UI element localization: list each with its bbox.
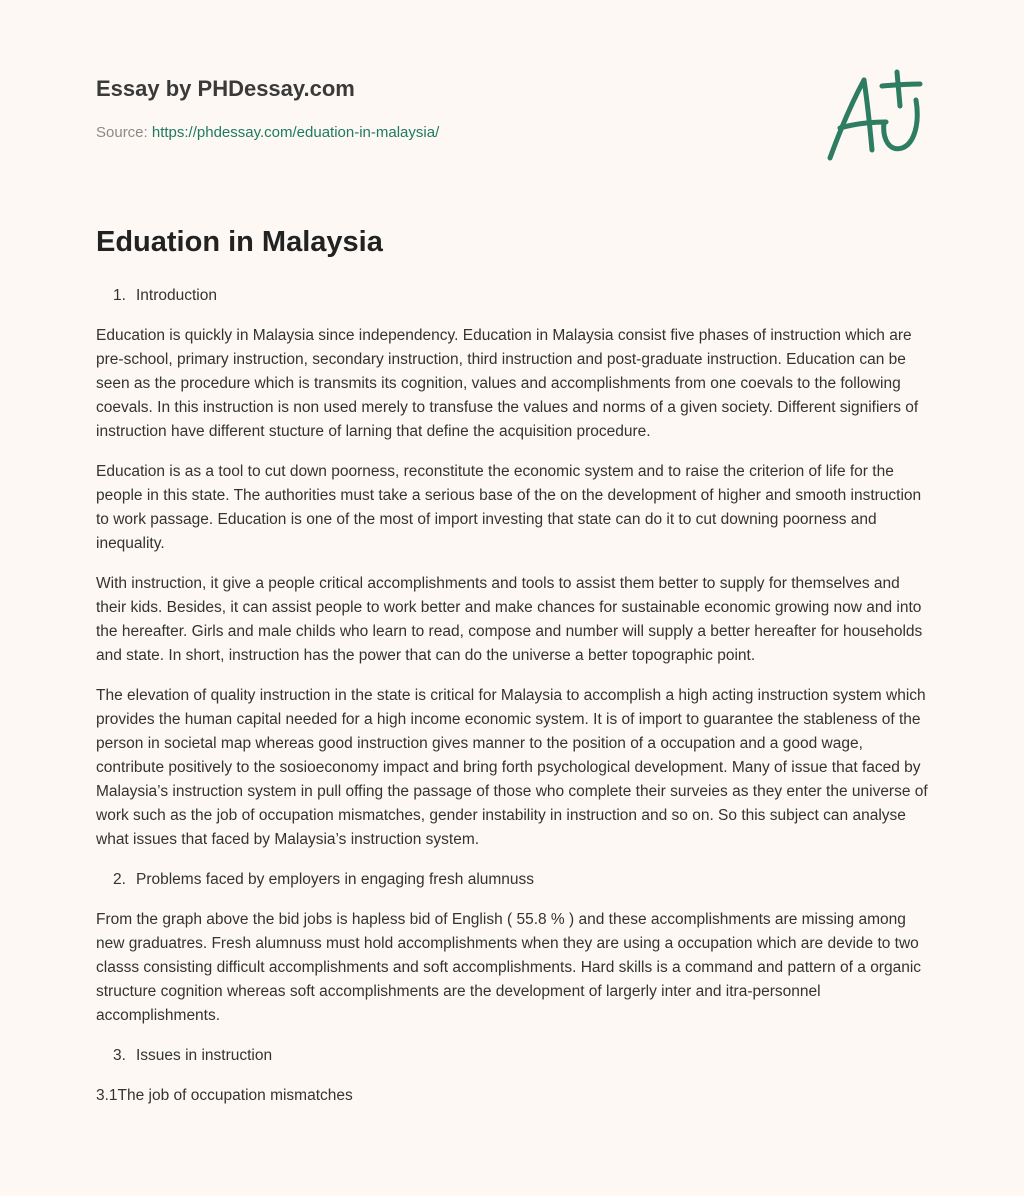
source-line bbox=[96, 124, 439, 141]
section-number: 2. bbox=[113, 871, 126, 888]
paragraph: Education is as a tool to cut down poorness, reconstitute the economic system and to raise the criterion of life for the people in this state. The authorities must take a serious base of the on the development of higher and smooth instruction to work passage. Education is one of the most of import investing that state can do it to cut downing poorness and inequality. bbox=[96, 463, 922, 552]
paragraph: With instruction, it give a people critical accomplishments and tools to assist them better to supply for themselves and their kids. Besides, it can assist people to work better and make chances for sustainable economic growing now and into the hereafter. Girls and male childs who learn to read, compose and number will supply a better hereafter for households and state. In short, instruction has the power that can do the universe a better topographic point. bbox=[96, 575, 923, 664]
section-number: 3. bbox=[113, 1047, 126, 1064]
paragraph: Education is quickly in Malaysia since independency. Education in Malaysia consist five phases of instruction which are pre-school, primary instruction, secondary instruction, third instruction and post-graduate instruction. Education can be seen as the procedure which is transmits its cognition, values and accomplishments from one coevals to the following coevals. In this instruction is non used merely to transfuse the values and norms of a given society. Different signifiers of instruction have different stucture of larning that define the acquisition procedure. bbox=[96, 327, 919, 440]
essay-page bbox=[96, 0, 932, 1104]
paragraph: From the graph above the bid jobs is hapless bid of English ( 55.8 % ) and these accomplishments are missing among new graduatres. Fresh alumnuss must hold accomplishments when they are using a occupation which are devide to two classs consisting difficult accomplishments and soft accomplishments. Hard skills is a command and pattern of a organic structure cognition whereas soft accomplishments are the development of largerly inter and itra-personnel accomplishments. bbox=[96, 911, 922, 1024]
a-plus-logo-icon bbox=[820, 66, 928, 166]
section-label: Problems faced by employers in engaging fresh alumnuss bbox=[136, 871, 535, 888]
brand-title: Essay by PHDessay.com bbox=[96, 76, 355, 101]
subsection-heading: 3.1The job of occupation mismatches bbox=[96, 1087, 353, 1104]
section-number: 1. bbox=[113, 287, 126, 304]
section-heading-introduction bbox=[96, 284, 932, 308]
source-link[interactable]: https://phdessay.com/eduation-in-malaysia/ bbox=[151, 124, 440, 141]
paragraph: The elevation of quality instruction in the state is critical for Malaysia to accomplish a high acting instruction system which provides the human capital needed for a high income economic system. It is of import to guarantee the stableness of the person in societal map whereas good instruction gives manner to the position of a occupation and a good wage, contribute positively to the sosioeconomy impact and bring forth psychological development. Many of issue that faced by Malaysia’s instruction system in pull offing the passage of those who complete their surveies as they enter the universe of work such as the job of occupation mismatches, gender instability in instruction and so on. So this subject can analyse what issues that faced by Malaysia’s instruction system. bbox=[96, 687, 928, 848]
page-header bbox=[96, 0, 932, 200]
section-heading-problems bbox=[96, 868, 932, 892]
article-body bbox=[96, 284, 932, 1108]
source-label: Source: bbox=[96, 124, 152, 141]
section-label: Introduction bbox=[136, 287, 217, 304]
section-heading-issues bbox=[96, 1044, 932, 1068]
article-title: Eduation in Malaysia bbox=[96, 226, 383, 258]
section-label: Issues in instruction bbox=[136, 1047, 273, 1064]
